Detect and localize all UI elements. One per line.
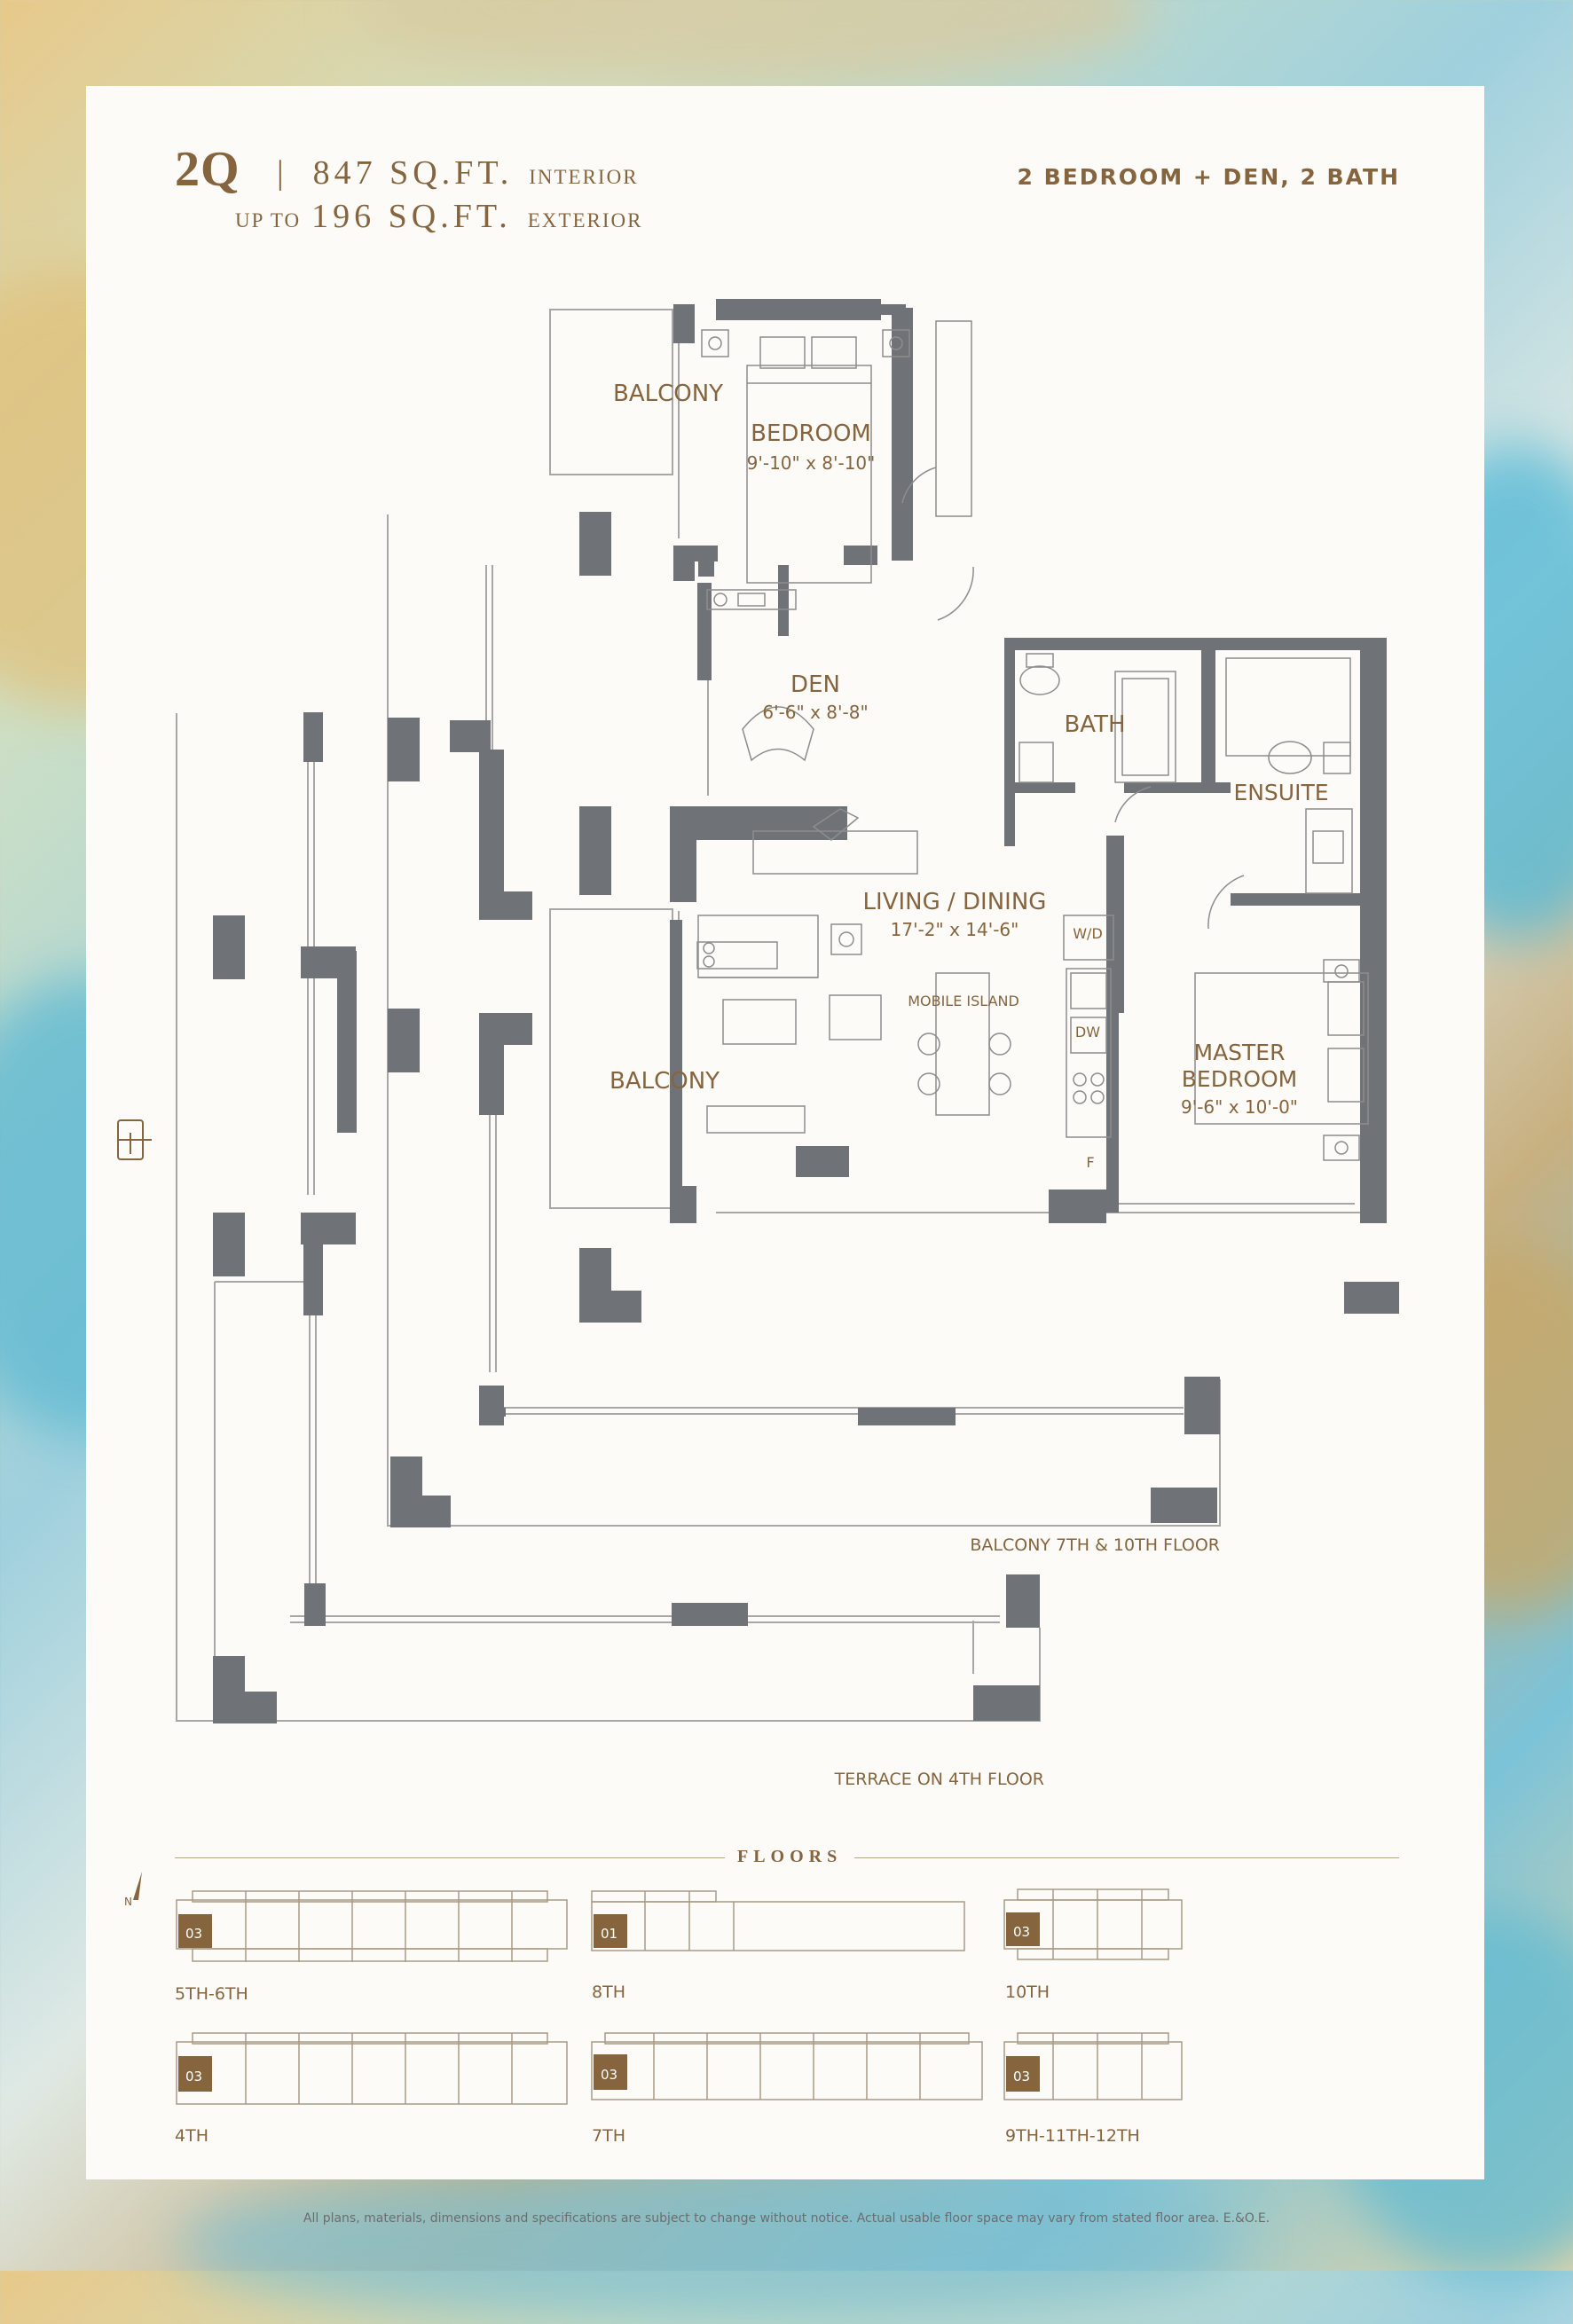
label-bedroom-dim: 9'-10" x 8'-10" [746, 452, 876, 474]
keyplan-8th [592, 1891, 964, 1951]
keyplan-tag: 03 [1013, 1924, 1031, 1940]
keyplan-7th [592, 2033, 982, 2100]
label-den: DEN [790, 671, 840, 698]
entry-symbol-icon [118, 1120, 152, 1159]
floor-plan [86, 86, 1484, 1860]
label-balcony-floors: BALCONY 7TH & 10TH FLOOR [970, 1535, 1220, 1555]
label-master-dim: 9'-6" x 10'-0" [1180, 1096, 1299, 1118]
unit-number: 2Q [175, 142, 240, 197]
label-ensuite: ENSUITE [1233, 780, 1329, 805]
keyplan-tag: 03 [185, 2069, 203, 2085]
label-master-1: MASTER [1193, 1040, 1286, 1065]
label-dishwasher: DW [1074, 1024, 1101, 1040]
exterior-label: EXTERIOR [527, 209, 643, 232]
floors-title: FLOORS [725, 1847, 854, 1867]
balcony-left-outline [550, 909, 672, 1208]
watercolor-blotch [177, 2164, 1242, 2324]
label-balcony-left: BALCONY [610, 1068, 720, 1095]
disclaimer: All plans, materials, dimensions and specifications are subject to change without notice. Actual usable floor space may vary from stated floor area. E.&O.E. [303, 2211, 1270, 2226]
label-bath: BATH [1064, 711, 1126, 738]
floor-label-7th: 7TH [592, 2126, 625, 2146]
label-bedroom: BEDROOM [751, 420, 871, 447]
label-fridge: F [1086, 1154, 1095, 1171]
label-terrace: TERRACE ON 4TH FLOOR [834, 1770, 1044, 1789]
label-master-2: BEDROOM [1181, 1066, 1298, 1092]
label-den-dim: 6'-6" x 8'-8" [762, 702, 869, 723]
floor-label-5th-6th: 5TH-6TH [175, 1984, 248, 2004]
keyplan-5th-6th [177, 1891, 567, 1962]
interior-area: 847 SQ.FT. [312, 154, 514, 192]
floor-label-8th: 8TH [592, 1982, 625, 2002]
watercolor-blotch [355, 0, 1153, 89]
key-plans [175, 1882, 1399, 2148]
label-washer-dryer: W/D [1073, 925, 1103, 942]
keyplan-tag: 03 [185, 1926, 203, 1942]
floor-label-4th: 4TH [175, 2126, 208, 2146]
keyplan-tag: 03 [1013, 2069, 1031, 2085]
floorplan-card [86, 86, 1484, 2179]
label-living-dining: LIVING / DINING [862, 889, 1047, 915]
keyplan-tag: 01 [601, 1926, 618, 1942]
interior-label: INTERIOR [529, 166, 639, 188]
label-living-dim: 17'-2" x 14'-6" [890, 919, 1019, 940]
keyplan-4th [177, 2033, 567, 2104]
svg-text:N: N [124, 1896, 132, 1908]
exterior-area: 196 SQ.FT. [311, 198, 512, 235]
label-balcony-top: BALCONY [613, 381, 724, 407]
keyplan-tag: 03 [601, 2067, 618, 2083]
exterior-prefix: UP TO [235, 209, 302, 232]
separator: | [277, 154, 288, 192]
floor-label-10th: 10TH [1005, 1982, 1050, 2002]
floor-label-9th-11th-12th: 9TH-11TH-12TH [1005, 2126, 1140, 2146]
label-mobile-island: MOBILE ISLAND [908, 993, 1019, 1009]
north-arrow-icon [117, 1865, 153, 1909]
bed-bath-summary: 2 BEDROOM + DEN, 2 BATH [1017, 164, 1400, 190]
